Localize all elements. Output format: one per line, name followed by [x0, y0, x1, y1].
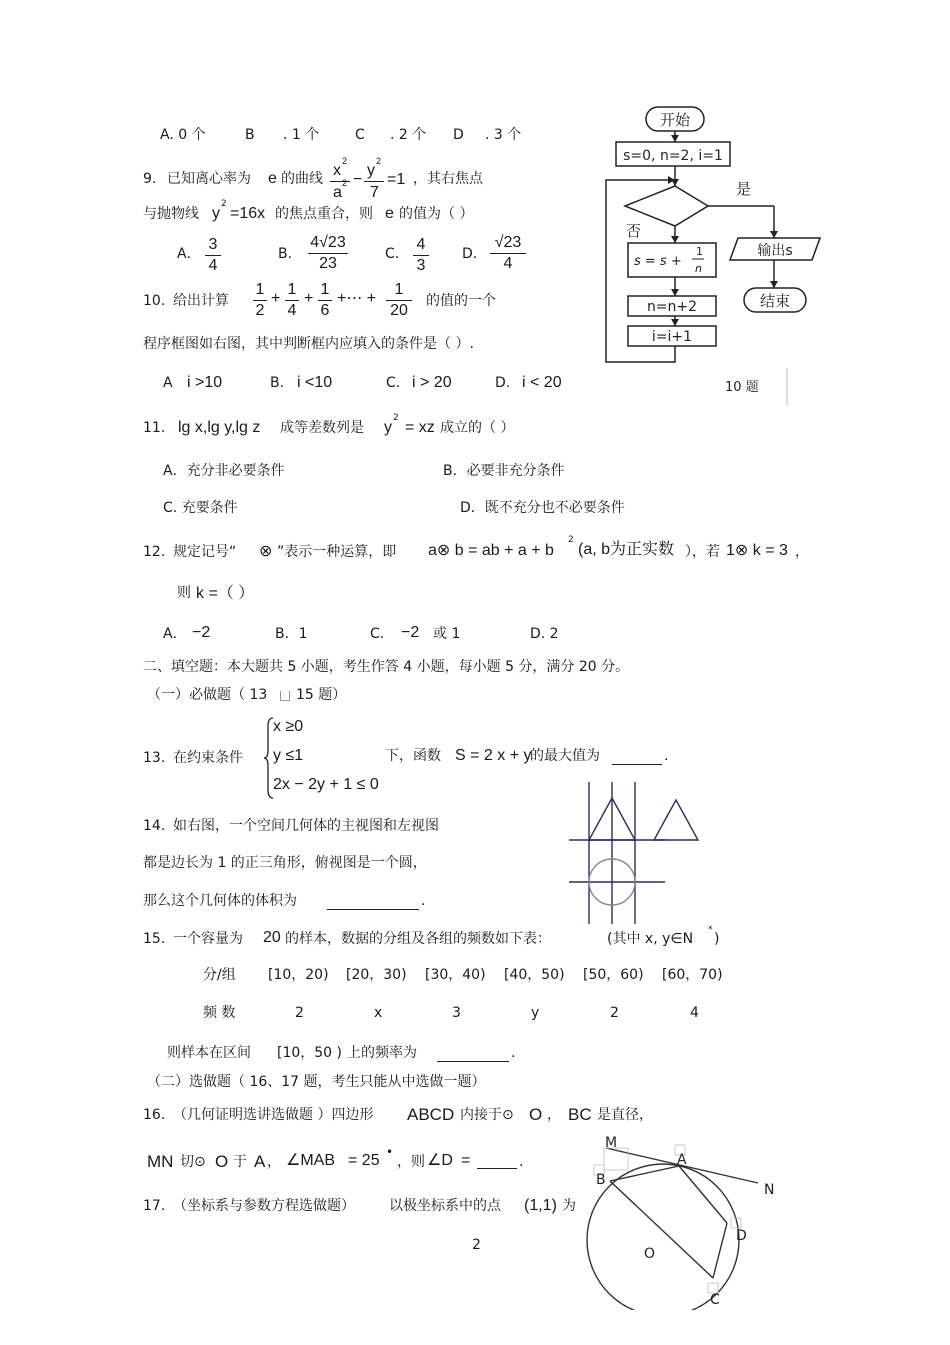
q9-option-d-den: 4: [503, 255, 513, 272]
q10-plus-2: +: [304, 290, 314, 307]
q16-o: O: [529, 1105, 543, 1124]
q15-table-header-6: [60，70): [662, 967, 723, 983]
q8-option-d-text: . 3 个: [485, 127, 522, 143]
q16-diameter-bc: [610, 1181, 713, 1278]
q16-a: A: [254, 1152, 266, 1171]
q9-option-d: D．: [462, 246, 487, 262]
q11-option-b: B．必要非充分条件: [443, 463, 565, 479]
q16-abcd: ABCD: [407, 1105, 455, 1124]
q15-text-4: 则样本在区间: [167, 1045, 251, 1061]
q9-option-a: A．: [177, 246, 201, 262]
q17-text-2: 以极坐标系中的点: [389, 1198, 501, 1214]
q9-option-a-num: 3: [208, 236, 218, 253]
q14-text-4: .: [421, 893, 426, 909]
q16-label-b: B: [596, 1172, 606, 1188]
q10-option-a: A: [163, 375, 173, 391]
q9-text-7: 的值为（ ）: [399, 206, 474, 222]
q14-side-view-triangle: [654, 800, 698, 840]
flowchart-arrowhead-1: [671, 135, 679, 142]
q9-number: 9.: [143, 171, 157, 187]
q13-text-3: 的最大值为: [530, 748, 600, 764]
q16-text-1: （几何证明选讲选做题 ）四边形: [173, 1107, 374, 1123]
q9-text-3: ，其右焦点: [413, 171, 483, 187]
q16-o-2: O: [215, 1152, 229, 1171]
q9-option-a-frac: [205, 236, 221, 275]
q16-text-2: 内接于⊙: [460, 1107, 514, 1123]
q13-function: S = 2 x + y: [455, 747, 532, 764]
q15-text-3b: ): [714, 931, 720, 947]
q16-chord-ba: [610, 1166, 679, 1181]
flowchart-diagram: [598, 100, 838, 410]
flowchart-arrowhead-end: [770, 281, 778, 288]
q16-text-8: ，则: [397, 1154, 425, 1170]
q12-option-a-value: −2: [192, 624, 211, 641]
q12-number: 12.: [143, 544, 166, 560]
q10-frac-4: [386, 281, 412, 320]
section-2-title: 二、填空题：本大题共 5 小题，考生作答 4 小题，每小题 5 分，满分 20 分。: [143, 659, 630, 675]
q15-table-header-1: [10，20): [268, 967, 329, 983]
q9-option-c-frac: [413, 236, 429, 275]
q16-text-6: 于: [233, 1154, 247, 1170]
q15-table-value-2: x: [374, 1005, 383, 1021]
q9-curve-a-sup: 2: [342, 178, 348, 188]
q16-text-4: 是直径，: [597, 1107, 653, 1123]
q16-angle-2: ∠D: [427, 1152, 453, 1169]
q10-text-1: 给出计算: [173, 293, 229, 309]
q12-text-1: 规定记号“: [173, 544, 237, 560]
q10-frac-3-den: 6: [320, 302, 330, 319]
q9-option-c-den: 3: [416, 257, 426, 274]
q14-text-3: 那么这个几何体的体积为: [143, 893, 297, 909]
q13-answer-blank: [612, 748, 662, 765]
q8-option-a: A. 0 个: [160, 127, 206, 143]
q9-curve-minus: −: [353, 171, 363, 188]
q11-sup: 2: [393, 413, 399, 423]
q9-curve-y: y: [367, 162, 375, 179]
q10-frac-1-num: 1: [255, 281, 265, 298]
q15-table-header-label: 分/组: [203, 967, 236, 983]
q16-degree: •: [386, 1145, 394, 1159]
q15-table-value-5: 2: [610, 1005, 619, 1021]
q12-text-5: 则: [177, 585, 191, 601]
q10-option-d-text: i < 20: [522, 374, 562, 391]
q12-option-c-text: 或 1: [433, 626, 461, 642]
q10-option-b-text: i <10: [297, 374, 333, 391]
q15-answer-blank: [437, 1045, 509, 1062]
q13-number: 13.: [143, 750, 166, 766]
q15-sample-size: 20: [263, 929, 281, 946]
q10-option-d: D.: [495, 375, 511, 391]
flowchart-end-label: 结束: [759, 292, 791, 310]
q16-label-a: A: [677, 1152, 687, 1168]
flowchart-no-label: 否: [626, 222, 642, 240]
flowchart-s-update-den: n: [695, 262, 702, 275]
flowchart-caption: 10 题: [725, 380, 759, 395]
q9-curve-x-sup: 2: [342, 156, 348, 166]
flowchart-arrowhead-no: [671, 236, 679, 243]
q9-text-4: 与抛物线: [143, 206, 199, 222]
q10-frac-2-den: 4: [287, 302, 297, 319]
q9-option-c: C．: [385, 246, 409, 262]
q13-text-1: 在约束条件: [173, 750, 243, 766]
q9-parab-sup: 2: [221, 199, 227, 209]
q10-frac-2: [285, 281, 299, 320]
q9-text-1: 已知离心率为: [167, 171, 251, 187]
section-2-required: （一）必做题（ 13: [147, 687, 268, 703]
q15-table-value-4: y: [531, 1005, 540, 1021]
q9-e-2: e: [385, 205, 394, 222]
q16-label-box-m: [604, 1148, 628, 1170]
flowchart-arrowhead-4: [671, 319, 679, 326]
q14-three-views-diagram: [565, 782, 705, 927]
q9-parab-y: y: [212, 205, 220, 222]
q14-answer-blank: [327, 893, 419, 910]
q9-curve-seven: 7: [370, 184, 379, 201]
q15-text-1: 一个容量为: [173, 931, 243, 947]
q14-text-1: 如右图，一个空间几何体的主视图和左视图: [173, 818, 439, 834]
flowchart-output-label: 输出s: [757, 243, 793, 259]
q17-text-1: （坐标系与参数方程选做题）: [173, 1198, 355, 1214]
q9-option-b-den: 23: [319, 255, 337, 272]
q8-option-c: C: [355, 127, 365, 143]
q13-constraint-1: x ≥0: [273, 718, 304, 735]
q16-label-o: O: [644, 1246, 656, 1262]
q12-option-a: A．: [163, 626, 187, 642]
q15-text-3: (其中 x, y∈N: [607, 931, 694, 947]
q15-star: *: [708, 925, 713, 935]
q11-text-1: 成等差数列是: [280, 420, 364, 436]
q9-option-d-num: √23: [494, 234, 522, 251]
flowchart-i-update-label: i=i+1: [651, 329, 693, 345]
q10-option-a-text: i >10: [187, 374, 223, 391]
q9-curve-eq1: =1: [387, 171, 406, 188]
q11-expr-2: = xz: [405, 419, 435, 436]
q12-text-6: k =（ ）: [196, 585, 255, 602]
q12-option-c: C.: [370, 626, 385, 642]
flowchart-arrowhead-3: [671, 289, 679, 296]
q15-table-value-1: 2: [295, 1005, 304, 1021]
q12-sup: 2: [568, 535, 574, 545]
q15-number: 15.: [143, 931, 166, 947]
q16-eq-2: =: [461, 1152, 471, 1169]
q15-interval: [10，50 ): [277, 1045, 343, 1061]
q13-text-4: .: [664, 748, 669, 764]
q16-circle: [587, 1164, 739, 1310]
flowchart-arrowhead-yes: [770, 231, 778, 238]
q11-option-d: D．既不充分也不必要条件: [460, 500, 625, 516]
q16-eq: = 25: [348, 1152, 380, 1169]
q16-text-3: ，: [547, 1107, 561, 1123]
q12-option-c-value: −2: [401, 624, 420, 641]
page-number: 2: [472, 1237, 481, 1253]
q13-constraint-3: 2x − 2y + 1 ≤ 0: [273, 776, 379, 793]
q12-text-2: ”表示一种运算，即: [277, 544, 397, 560]
q12-definition-2: (a, b为正实数: [578, 541, 675, 558]
q11-text-2: 成立的（ ）: [440, 420, 515, 436]
q10-plus-1: +: [271, 290, 281, 307]
q8-option-b: B: [245, 127, 255, 143]
q16-label-d: D: [736, 1228, 747, 1244]
q11-expr: lg x,lg y,lg z: [178, 419, 261, 436]
q16-label-n: N: [764, 1182, 775, 1198]
q14-text-2: 都是边长为 1 的正三角形，俯视图是一个圆，: [143, 855, 427, 871]
q10-text-2: 的值的一个: [426, 293, 496, 309]
q16-answer-blank: [477, 1152, 517, 1169]
q9-option-b: B.: [278, 246, 293, 262]
q15-table-header-3: [30，40): [425, 967, 486, 983]
q10-frac-1-den: 2: [255, 302, 265, 319]
q16-text-9: .: [519, 1154, 524, 1170]
q10-dots: +⋯ +: [337, 290, 377, 307]
q12-option-d: D. 2: [530, 626, 559, 642]
q16-label-m: M: [605, 1135, 618, 1151]
q9-option-c-num: 4: [416, 236, 426, 253]
q9-e: e: [268, 170, 277, 187]
flowchart-decision-diamond: [625, 186, 708, 226]
q11-option-c: C. 充要条件: [163, 500, 238, 516]
q16-mn: MN: [147, 1152, 174, 1171]
q9-parab: =16x: [230, 205, 266, 222]
q16-text-7: ，: [267, 1154, 281, 1170]
q16-label-c: C: [710, 1292, 720, 1308]
q15-table-header-4: [40，50): [504, 967, 565, 983]
q9-curve-a: a: [333, 184, 342, 201]
q14-number: 14.: [143, 818, 166, 834]
q15-text-2: 的样本，数据的分组及各组的频数如下表：: [285, 931, 551, 947]
flowchart-init-label: s=0, n=2, i=1: [623, 148, 723, 164]
q12-definition: a⊗ b = ab + a + b: [428, 542, 554, 559]
q8-option-c-text: . 2 个: [390, 127, 427, 143]
q10-frac-1: [253, 281, 267, 320]
section-2b-title: （二）选做题（ 16、17 题，考生只能从中选做一题）: [147, 1074, 486, 1090]
q9-curve-x: x: [333, 162, 341, 179]
q15-text-6: .: [511, 1045, 516, 1061]
q9-option-d-frac: [490, 234, 526, 273]
flowchart-n-update-label: n=n+2: [646, 299, 698, 315]
q16-circle-diagram: [580, 1128, 790, 1310]
q17-number: 17.: [143, 1198, 166, 1214]
q9-text-5: 的焦点重合，则: [275, 206, 373, 222]
q13-constraint-2: y ≤1: [273, 747, 304, 764]
q9-curve-bar-2: [364, 181, 384, 182]
q16-bc: BC: [568, 1105, 592, 1124]
q10-option-c-text: i > 20: [412, 374, 452, 391]
section-2-required-end: 15 题）: [296, 687, 347, 703]
q12-text-4: ，: [795, 544, 809, 560]
q9-option-b-frac: [308, 234, 348, 273]
flowchart-yes-label: 是: [736, 180, 752, 198]
q17-text-3: 为: [562, 1198, 576, 1214]
q8-option-b-text: . 1 个: [283, 127, 320, 143]
flowchart-start-label: 开始: [659, 111, 691, 129]
q9-text-2: 的曲线: [281, 171, 323, 187]
range-glyph-icon: [280, 691, 290, 701]
q9-option-b-num: 4√23: [310, 234, 346, 251]
q12-text-3: ），若: [685, 544, 720, 560]
q15-table-value-3: 3: [452, 1005, 461, 1021]
flowchart-s-update-lhs: s = s +: [634, 254, 682, 269]
q17-point: (1,1): [524, 1197, 557, 1214]
q15-table-header-5: [50，60): [583, 967, 644, 983]
q10-option-b: B.: [270, 375, 285, 391]
q10-frac-2-num: 1: [287, 281, 297, 298]
q10-option-c: C.: [386, 375, 401, 391]
q12-condition: 1⊗ k = 3: [726, 542, 788, 559]
q10-number: 10.: [143, 293, 166, 309]
q9-option-a-den: 4: [208, 257, 218, 274]
q10-frac-4-den: 20: [390, 302, 408, 319]
q16-text-5: 切⊙: [180, 1154, 206, 1170]
q15-table-value-6: 4: [690, 1005, 699, 1021]
q15-table-header-2: [20，30): [346, 967, 407, 983]
q16-number: 16.: [143, 1107, 166, 1123]
q12-op-symbol: ⊗: [259, 543, 273, 560]
flowchart-s-update-num: 1: [696, 245, 703, 258]
q12-option-b: B．1: [275, 626, 308, 642]
q10-frac-3-num: 1: [320, 281, 330, 298]
q11-y: y: [384, 419, 392, 436]
q15-table-row-label: 频 数: [203, 1005, 236, 1021]
q8-option-d: D: [453, 127, 464, 143]
q13-text-2: 下，函数: [385, 748, 441, 764]
q11-number: 11.: [143, 420, 166, 436]
q10-frac-3: [318, 281, 332, 320]
q10-text-3: 程序框图如右图，其中判断框内应填入的条件是（ ）.: [143, 336, 474, 352]
q11-option-a: A．充分非必要条件: [163, 463, 285, 479]
q16-angle: ∠MAB: [286, 1152, 336, 1169]
q9-curve-y-sup: 2: [376, 156, 382, 166]
q16-chord-dc: [713, 1223, 727, 1278]
q15-text-5: 上的频率为: [347, 1045, 417, 1061]
q10-frac-4-num: 1: [394, 281, 404, 298]
